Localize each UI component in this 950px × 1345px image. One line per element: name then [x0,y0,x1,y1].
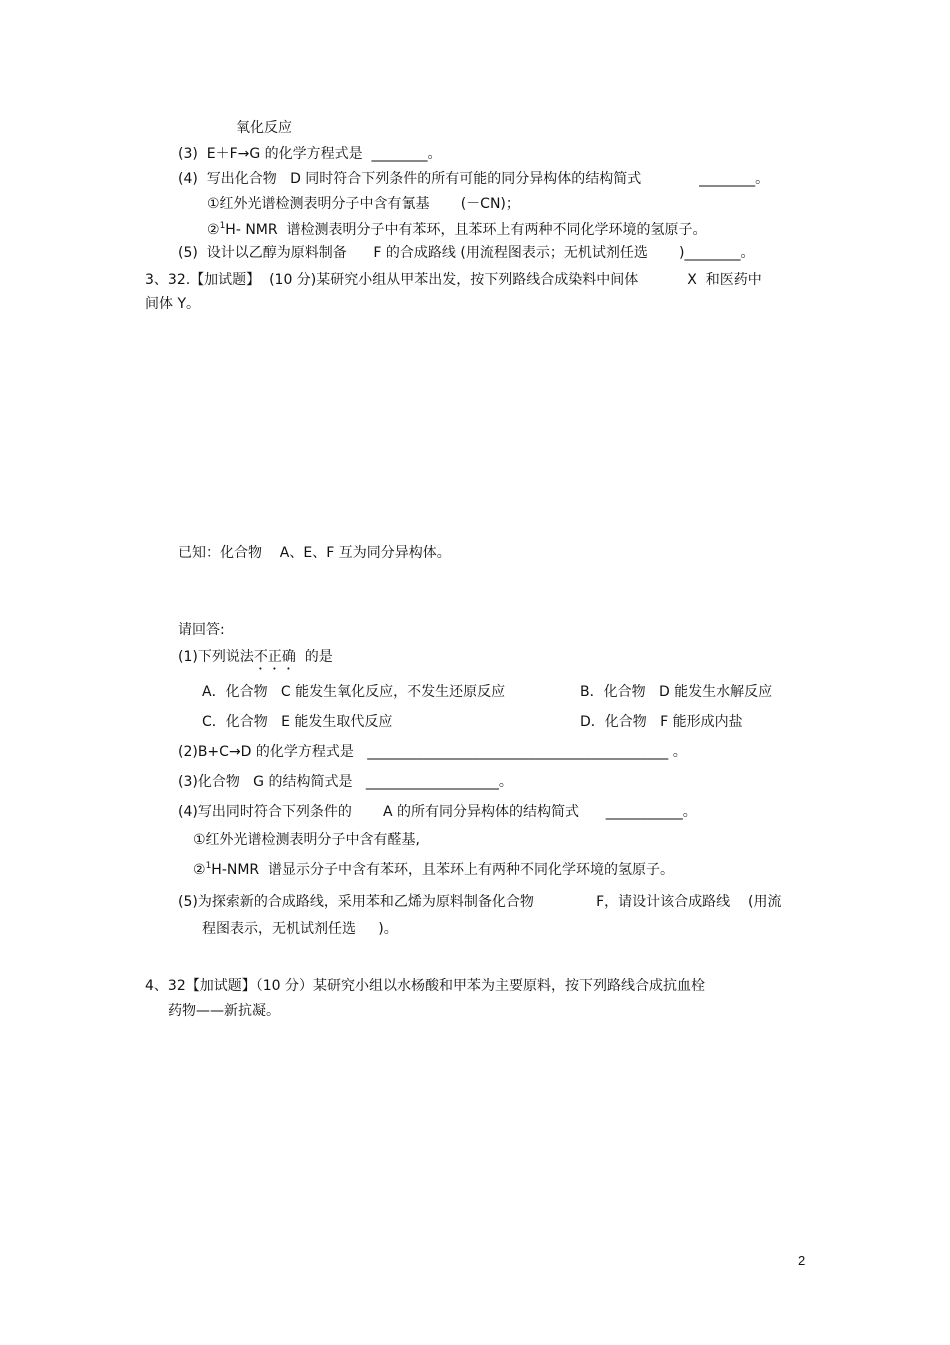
q2-condition-2 [207,222,707,237]
q3-part-3: (3)化合物 G 的结构简式是 ___________________。 [178,774,513,790]
circled-number: ② [193,862,206,878]
page-number: 2 [798,1253,806,1268]
q3-heading-line-1: 3、32.【加试题】 (10 分)某研究小组从甲苯出发，按下列路线合成染料中间体 X 和医药中 [145,272,762,288]
q3-part-5-line-1: (5)为探索新的合成路线，采用苯和乙烯为原料制备化合物 F，请设计该合成路线 (用流 [178,894,782,910]
q4-heading-line-2: 药物——新抗凝。 [168,1003,280,1019]
q2-part-4: (4) 写出化合物 D 同时符合下列条件的所有可能的同分异构体的结构简式 ________。 [178,171,770,187]
q3-part-2: (2)B+C→D 的化学方程式是 ___________________________________________ 。 [178,744,687,760]
condition-text: H- NMR 谱检测表明分子中有苯环，且苯环上有两种不同化学环境的氢原子。 [225,222,707,238]
part-1-prefix: (1)下列说法 [178,649,254,665]
emphasized-text: 不正确 [253,649,296,665]
q3-known: 已知：化合物 A、E、F 互为同分异构体。 [178,545,451,561]
q2-part-5: (5) 设计以乙醇为原料制备 F 的合成路线 (用流程图表示；无机试剂任选 )________。 [178,245,755,261]
q2-condition-1: ①红外光谱检测表明分子中含有氰基 (－CN)； [207,196,520,212]
superscript-1: 1 [219,221,226,231]
condition-text: H-NMR 谱显示分子中含有苯环，且苯环上有两种不同化学环境的氢原子。 [211,862,675,878]
part-1-suffix: 的是 [295,649,333,665]
q3-condition-1: ①红外光谱检测表明分子中含有醛基, [193,832,421,848]
option-b: B．化合物 D 能发生水解反应 [580,684,773,700]
q3-heading-line-2: 间体 Y。 [145,296,201,312]
q3-part-5-line-2: 程图表示，无机试剂任选 )。 [202,921,398,937]
answer-continuation: 氧化反应 [236,120,292,136]
option-a: A．化合物 C 能发生氧化反应，不发生还原反应 [202,684,506,700]
q3-prompt: 请回答: [178,622,225,638]
option-c: C．化合物 E 能发生取代反应 [202,714,393,730]
q3-part-1 [178,649,333,673]
q3-condition-2 [193,862,674,877]
q2-part-3: (3) E＋F→G 的化学方程式是 ________。 [178,146,442,162]
superscript-1: 1 [205,861,212,871]
option-d: D．化合物 F 能形成内盐 [580,714,743,730]
circled-number: ② [207,222,220,238]
q4-heading-line-1: 4、32【加试题】（10 分）某研究小组以水杨酸和甲苯为主要原料，按下列路线合成抗血栓 [145,978,705,994]
q3-part-4: (4)写出同时符合下列条件的 A 的所有同分异构体的结构简式 ___________。 [178,804,697,820]
